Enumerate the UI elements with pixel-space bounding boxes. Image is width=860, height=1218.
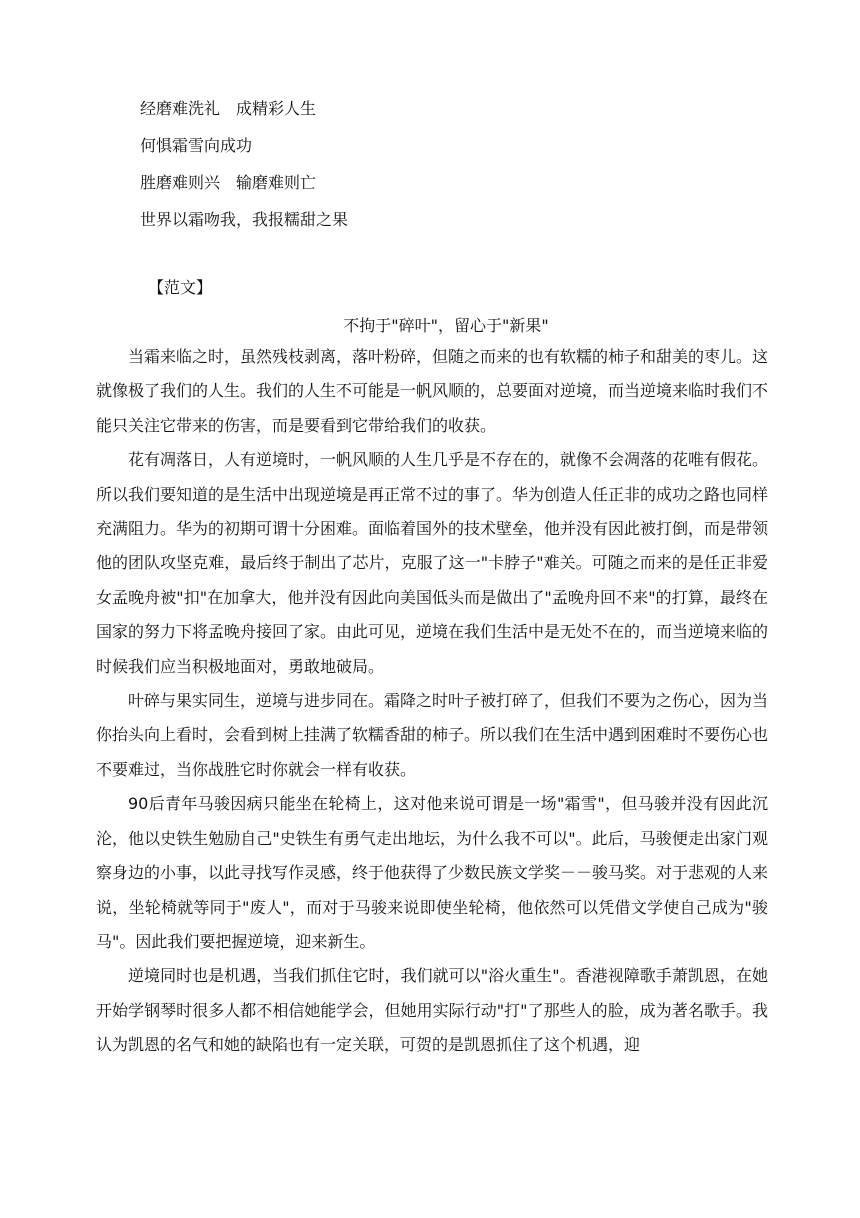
title-option: 经磨难洗礼 成精彩人生 [140, 99, 317, 118]
essay-paragraph: 叶碎与果实同生，逆境与进步同在。霜降之时叶子被打碎了，但我们不要为之伤心，因为当你抬头向上看时，会看到树上挂满了软糯香甜的柿子。所以我们在生活中遇到困难时不要伤心也不要难过，当你战胜它时你就会一样有收获。 [96, 691, 769, 779]
essay-body [96, 340, 768, 1063]
section-label: 【范文】 [148, 278, 213, 297]
title-option: 何惧霜雪向成功 [140, 136, 253, 155]
essay-paragraph: 90后青年马骏因病只能坐在轮椅上，这对他来说可谓是一场"霜雪"，但马骏并没有因此沉沦，他以史铁生勉励自己"史铁生有勇气走出地坛，为什么我不可以"。此后，马骏便走出家门观察身边的小事，以此寻找写作灵感，终于他获得了少数民族文学奖－－骏马奖。对于悲观的人来说，坐轮椅就等同于"废人"，而对于马骏来说即使坐轮椅，他依然可以凭借文学使自己成为"骏马"。因此我们要把握逆境，迎来新生。 [96, 794, 769, 951]
essay-paragraph: 当霜来临之时，虽然残枝剥离，落叶粉碎，但随之而来的也有软糯的柿子和甜美的枣儿。这就像极了我们的人生。我们的人生不可能是一帆风顺的，总要面对逆境，而当逆境来临时我们不能只关注它带来的伤害，而是要看到它带给我们的收获。 [96, 347, 769, 435]
title-option: 胜磨难则兴 输磨难则亡 [140, 173, 317, 192]
essay-title: 不拘于"碎叶"，留心于"新果" [343, 316, 549, 335]
essay-paragraph: 逆境同时也是机遇，当我们抓住它时，我们就可以"浴火重生"。香港视障歌手萧凯恩，在她开始学钢琴时很多人都不相信她能学会，但她用实际行动"打"了那些人的脸，成为著名歌手。我认为凯恩的名气和她的缺陷也有一定关联，可贺的是凯恩抓住了这个机遇，迎 [96, 966, 768, 1055]
essay-paragraph: 花有凋落日，人有逆境时，一帆风顺的人生几乎是不存在的，就像不会凋落的花唯有假花。所以我们要知道的是生活中出现逆境是再正常不过的事了。华为创造人任正非的成功之路也同样充满阻力。华为的初期可谓十分困难。面临着国外的技术壁垒，他并没有因此被打倒，而是带领他的团队攻坚克难，最后终于制出了芯片，克服了这一"卡脖子"难关。可随之而来的是任正非爱女孟晚舟被"扣"在加拿大，他并没有因此向美国低头而是做出了"孟晚舟回不来"的打算，最终在国家的努力下将孟晚舟接回了家。由此可见，逆境在我们生活中是无处不在的，而当逆境来临的时候我们应当积极地面对，勇敢地破局。 [96, 450, 769, 676]
title-options-list [140, 90, 780, 238]
title-option: 世界以霜吻我，我报糯甜之果 [140, 210, 349, 229]
